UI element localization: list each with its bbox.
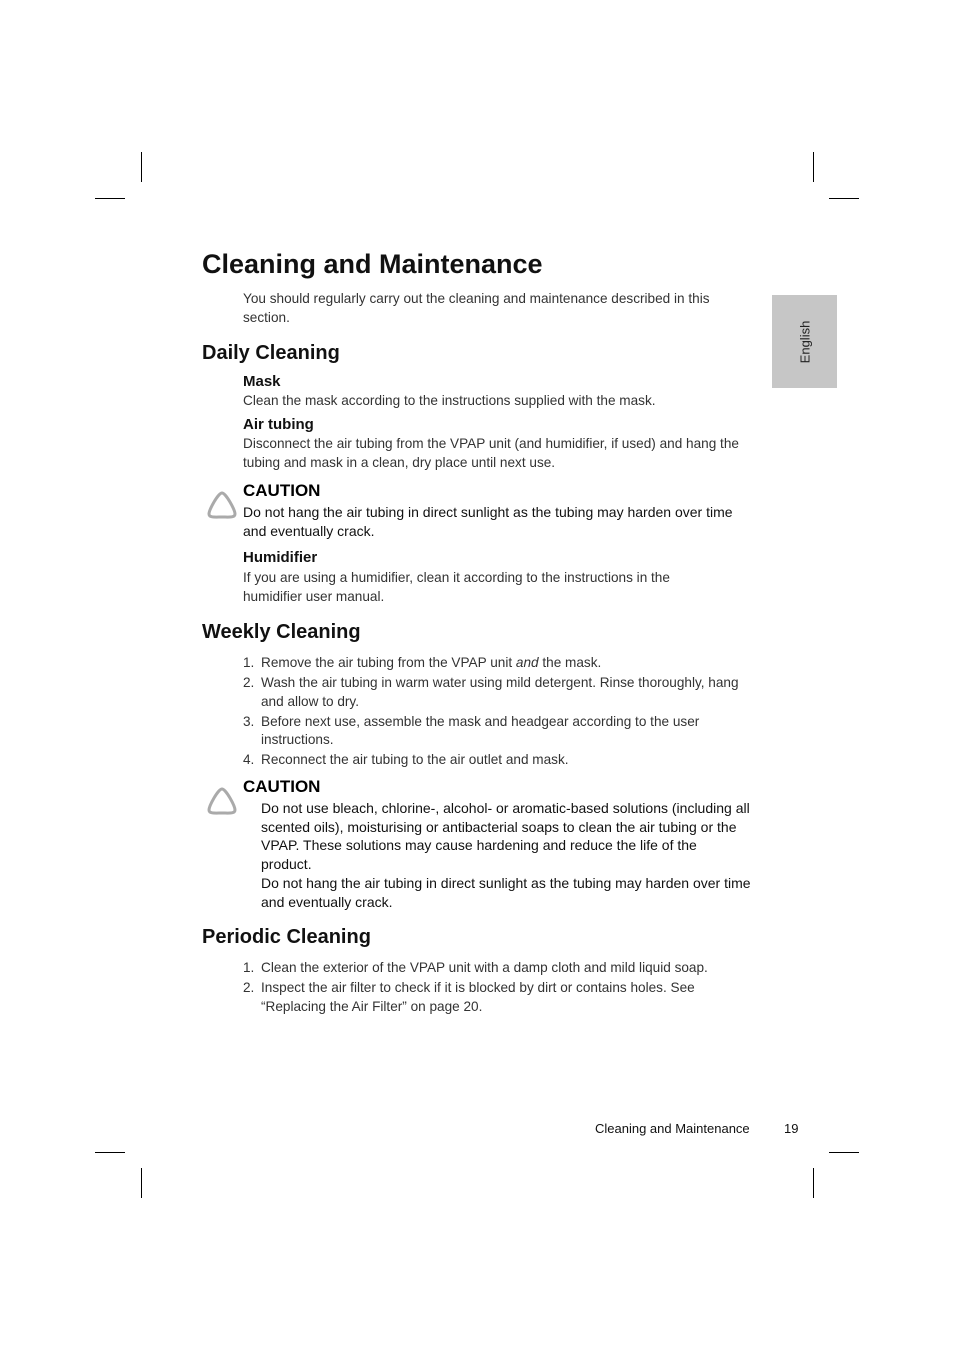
language-tab-label: English <box>797 320 812 363</box>
list-item: 3. Before next use, assemble the mask and headgear according to the user instructions. <box>243 713 700 747</box>
caution-text: Do not hang the air tubing in direct sunlight as the tubing may harden over time and eventually crack. <box>261 875 751 910</box>
air-tubing-text: Disconnect the air tubing from the VPAP unit (and humidifier, if used) and hang the tubing and mask in a clean, dry place until next use. <box>243 436 739 470</box>
humidifier-text: If you are using a humidifier, clean it according to the instructions in the humidifier user manual. <box>243 570 670 604</box>
periodic-steps-list <box>243 959 748 1018</box>
crop-mark <box>95 1152 125 1153</box>
crop-mark <box>141 1168 142 1198</box>
language-tab <box>772 295 837 388</box>
caution-heading: CAUTION <box>243 777 321 796</box>
list-item: 2. Wash the air tubing in warm water using mild detergent. Rinse thoroughly, hang and allow to dry. <box>243 675 739 709</box>
mask-text: Clean the mask according to the instructions supplied with the mask. <box>243 393 656 408</box>
crop-mark <box>829 198 859 199</box>
daily-cleaning-heading: Daily Cleaning <box>202 342 340 364</box>
caution-icon <box>206 786 238 816</box>
list-item: 1. Remove the air tubing from the VPAP unit and the mask. <box>243 655 602 670</box>
humidifier-heading: Humidifier <box>243 549 318 566</box>
footer-section: Cleaning and Maintenance <box>595 1121 750 1136</box>
caution-icon <box>206 490 238 520</box>
list-item: 4. Reconnect the air tubing to the air outlet and mask. <box>243 752 569 767</box>
page-title: Cleaning and Maintenance <box>202 249 543 279</box>
air-tubing-heading: Air tubing <box>243 416 314 433</box>
weekly-cleaning-heading: Weekly Cleaning <box>202 621 361 643</box>
periodic-cleaning-heading: Periodic Cleaning <box>202 926 371 948</box>
list-item: 1. Clean the exterior of the VPAP unit with a damp cloth and mild liquid soap. <box>243 960 708 975</box>
crop-mark <box>141 152 142 182</box>
page-number: 19 <box>784 1121 799 1136</box>
mask-heading: Mask <box>243 373 281 390</box>
list-item: 2. Inspect the air filter to check if it is blocked by dirt or contains holes. See “Replacing the Air Filter” on page 20. <box>243 980 695 1014</box>
crop-mark <box>95 198 125 199</box>
crop-mark <box>813 1168 814 1198</box>
crop-mark <box>813 152 814 182</box>
weekly-steps-list <box>243 654 743 771</box>
caution-text: Do not hang the air tubing in direct sunlight as the tubing may harden over time and eventually crack. <box>243 504 733 539</box>
intro-text: You should regularly carry out the cleaning and maintenance described in this section. <box>243 291 710 325</box>
caution-heading: CAUTION <box>243 481 321 500</box>
crop-mark <box>829 1152 859 1153</box>
caution-text: Do not use bleach, chlorine-, alcohol- or aromatic-based solutions (including all scented oils), moisturising or antibacterial soaps to clean the air tubing or the VPAP. These solutions may cause hardening and reduce the life of the product. <box>261 800 750 872</box>
